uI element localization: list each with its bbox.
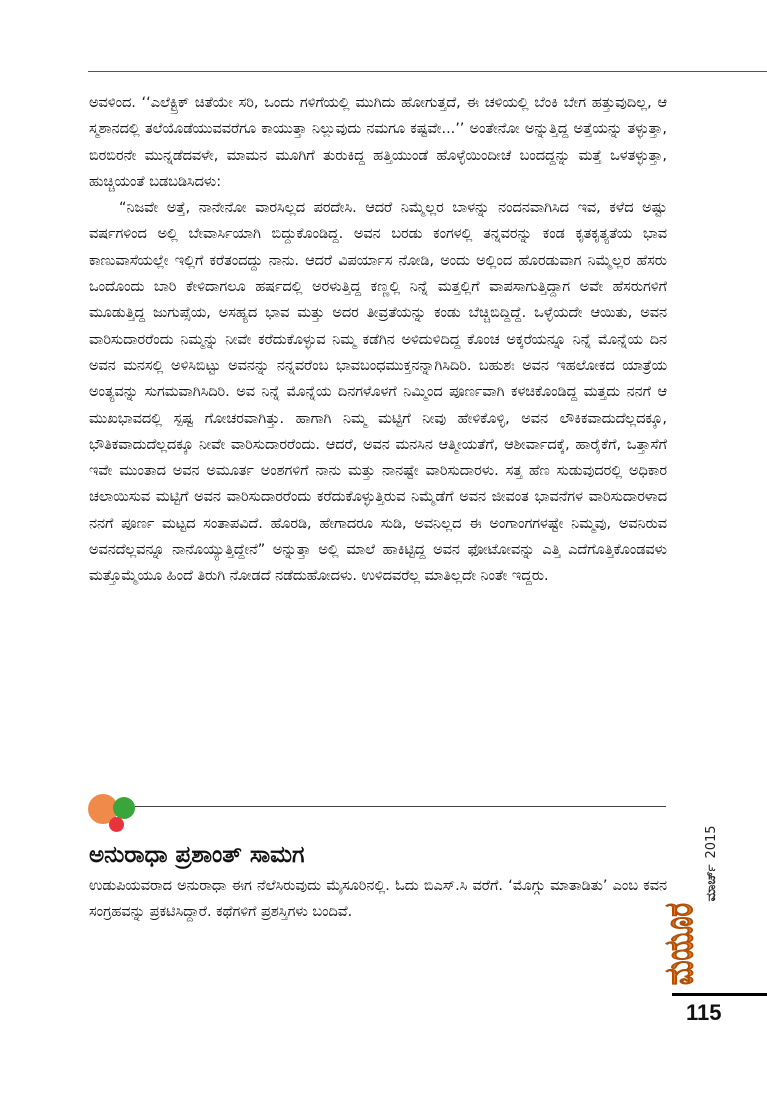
magazine-logo: ಮಯೂರ	[656, 857, 702, 985]
decorative-dots	[88, 794, 138, 836]
green-dot	[113, 797, 135, 819]
author-name: ಅನುರಾಧಾ ಪ್ರಶಾಂತ್ ಸಾಮಗ	[89, 842, 305, 868]
page-number: 115	[686, 1000, 722, 1025]
issue-year: 2015	[704, 825, 719, 859]
author-bio-text: ಉಡುಪಿಯವರಾದ ಅನುರಾಧಾ ಈಗ ನೆಲೆಸಿರುವುದು ಮೈಸೂರಿನಲ್ಲಿ. ಓದು ಬಿಎಸ್.ಸಿ ವರೆಗೆ. ‘ಮೊಗ್ಗು ಮಾತಾಡಿತು’ ಎಂಬ ಕವನ ಸಂಗ್ರಹವನ್ನು ಪ್ರಕಟಿಸಿದ್ದಾರೆ. ಕಥೆಗಳಿಗೆ ಪ್ರಶಸ್ತಿಗಳು ಬಂದಿವೆ.	[89, 878, 667, 921]
magazine-side-band	[656, 792, 721, 985]
issue-month: ಮಾರ್ಚ್	[704, 864, 719, 902]
bottom-rule	[672, 993, 767, 996]
top-rule	[88, 71, 767, 72]
story-paragraph: “ನಿಜವೇ ಅತ್ತೆ, ನಾನೇನೋ ವಾರಸಿಲ್ಲದ ಪರದೇಸಿ. ಆದರೆ ನಿಮ್ಮೆಲ್ಲರ ಬಾಳನ್ನು ನಂದನವಾಗಿಸಿದ ಇವ, ಕಳೆದ ಅಷ್ಟು ವರ್ಷಗಳಿಂದ ಅಲ್ಲಿ ಬೇವಾರ್ಸಿಯಾಗಿ ಬಿದ್ದುಕೊಂಡಿದ್ದ. ಅವನ ಬರಡು ಕಂಗಳಲ್ಲಿ ತನ್ನವರನ್ನು ಕಂಡ ಕೃತಕೃತ್ಯತೆಯ ಭಾವ ಕಾಣುವಾಸೆಯಲ್ಲೇ ಇಲ್ಲಿಗೆ ಕರೆತಂದದ್ದು ನಾನು. ಆದರೆ ವಿಪರ್ಯಾಸ ನೋಡಿ, ಅಂದು ಅಲ್ಲಿಂದ ಹೊರಡುವಾಗ ನಿಮ್ಮೆಲ್ಲರ ಹೆಸರು ಒಂದೊಂದು ಬಾರಿ ಕೇಳಿದಾಗಲೂ ಹರ್ಷದಲ್ಲಿ ಅರಳುತ್ತಿದ್ದ ಕಣ್ಣಲ್ಲಿ ನಿನ್ನೆ ಮತ್ತಲ್ಲಿಗೆ ವಾಪಸಾಗುತ್ತಿದ್ದಾಗ ಅವೇ ಹೆಸರುಗಳಿಗೆ ಮೂಡುತ್ತಿದ್ದ ಜುಗುಪ್ಸೆಯ, ಅಸಹ್ಯದ ಭಾವ ಮತ್ತು ಅದರ ತೀವ್ರತೆಯನ್ನು ಕಂಡು ಬೆಚ್ಚಿಬಿದ್ದಿದ್ದೆ. ಒಳ್ಳೆಯದೇ ಆಯಿತು, ಅವನ ವಾರಿಸುದಾರರೆಂದು ನಿಮ್ಮನ್ನು ನೀವೇ ಕರೆದುಕೊಳ್ಳುವ ನಿಮ್ಮ ಕಡೆಗಿನ ಅಳಿದುಳಿದಿದ್ದ ಕೊಂಚ ಅಕ್ಕರೆಯನ್ನೂ ನಿನ್ನೆ ಮೊನ್ನೆಯ ದಿನ ಅವನ ಮನಸಲ್ಲಿ ಅಳಿಸಿಬಿಟ್ಟು ಅವನನ್ನು ನನ್ನವರೆಂಬ ಭಾವಬಂಧಮುಕ್ತನನ್ನಾಗಿಸಿದಿರಿ. ಬಹುಶಃ ಅವನ ಇಹಲೋಕದ ಯಾತ್ರೆಯ ಅಂತ್ಯವನ್ನು ಸುಗಮವಾಗಿಸಿದಿರಿ. ಅವ ನಿನ್ನೆ ಮೊನ್ನೆಯ ದಿನಗಳೊಳಗೆ ನಿಮ್ಮಿಂದ ಪೂರ್ಣವಾಗಿ ಕಳಚಿಕೊಂಡಿದ್ದ ಮತ್ತದು ನನಗೆ ಆ ಮುಖಭಾವದಲ್ಲಿ ಸ್ಪಷ್ಟ ಗೋಚರವಾಗಿತ್ತು. ಹಾಗಾಗಿ ನಿಮ್ಮ ಮಟ್ಟಿಗೆ ನೀವು ಹೇಳಿಕೊಳ್ಳಿ, ಅವನ ಲೌಕಿಕವಾದುದೆಲ್ಲದಕ್ಕೂ, ಭೌತಿಕವಾದುದೆಲ್ಲದಕ್ಕೂ ನೀವೇ ವಾರಿಸುದಾರರೆಂದು. ಆದರೆ, ಅವನ ಮನಸಿನ ಆತ್ಮೀಯತೆಗೆ, ಆಶೀರ್ವಾದಕ್ಕೆ, ಹಾರೈಕೆಗೆ, ಒತ್ತಾಸೆಗೆ ಇವೇ ಮುಂತಾದ ಅವನ ಅಮೂರ್ತ ಅಂಶಗಳಿಗೆ ನಾನು ಮತ್ತು ನಾನಷ್ಟೇ ವಾರಿಸುದಾರಳು. ಸತ್ತ ಹೆಣ ಸುಡುವುದರಲ್ಲಿ ಅಧಿಕಾರ ಚಲಾಯಿಸುವ ಮಟ್ಟಿಗೆ ಅವನ ವಾರಿಸುದಾರರೆಂದು ಕರೆದುಕೊಳ್ಳುತ್ತಿರುವ ನಿಮ್ಮೆಡೆಗೆ ಅವನ ಜೀವಂತ ಭಾವನೆಗಳ ವಾರಿಸುದಾರಳಾದ ನನಗೆ ಪೂರ್ಣ ಮಟ್ಟದ ಸಂತಾಪವಿದೆ. ಹೊರಡಿ, ಹೇಗಾದರೂ ಸುಡಿ, ಅವನಿಲ್ಲದ ಈ ಅಂಗಾಂಗಗಳಷ್ಟೇ ನಿಮ್ಮವು, ಅವನಿರುವ ಅವನದೆಲ್ಲವನ್ನೂ ನಾನೊಯ್ಯುತ್ತಿದ್ದೇನೆ” ಅನ್ನುತ್ತಾ ಅಲ್ಲಿ ಮಾಲೆ ಹಾಕಿಟ್ಟಿದ್ದ ಅವನ ಫೋಟೋವನ್ನು ಎತ್ತಿ ಎದೆಗೊತ್ತಿಕೊಂಡವಳು ಮತ್ತೊಮ್ಮೆಯೂ ಹಿಂದೆ ತಿರುಗಿ ನೋಡದೆ ನಡೆದುಹೋದಳು. ಉಳಿದವರೆಲ್ಲ ಮಾತಿಲ್ಲದೇ ನಿಂತೇ ಇದ್ದರು.	[89, 200, 667, 585]
author-bio	[89, 873, 667, 926]
red-dot	[109, 817, 124, 832]
story-body	[89, 90, 667, 590]
story-paragraph: ಅವಳಿಂದ. ‘‘ಎಲೆಕ್ಟ್ರಿಕ್ ಚಿತೆಯೇ ಸರಿ, ಒಂದು ಗಳಿಗೆಯಲ್ಲಿ ಮುಗಿದು ಹೋಗುತ್ತದೆ, ಈ ಚಳಿಯಲ್ಲಿ ಬೆಂಕಿ ಬೇಗ ಹತ್ತುವುದಿಲ್ಲ, ಆ ಸ್ಮಶಾನದಲ್ಲಿ ತಲೆಯೊಡೆಯುವವರೆಗೂ ಕಾಯುತ್ತಾ ನಿಲ್ಲುವುದು ನಮಗೂ ಕಷ್ಟವೇ...’’ ಅಂತೇನೋ ಅನ್ನುತ್ತಿದ್ದ ಅತ್ತೆಯನ್ನು ತಳ್ಳುತ್ತಾ, ಬಿರಬಿರನೇ ಮುನ್ನಡೆದವಳೇ, ಮಾಮನ ಮೂಗಿಗೆ ತುರುಕಿದ್ದ ಹತ್ತಿಯುಂಡೆ ಹೊಳ್ಳೆಯಿಂದೀಚೆ ಬಂದದ್ದನ್ನು ಮತ್ತೆ ಒಳತಳ್ಳುತ್ತಾ, ಹುಚ್ಚಿಯಂತೆ ಬಡಬಡಿಸಿದಳು:	[89, 95, 667, 190]
author-rule	[135, 806, 666, 807]
